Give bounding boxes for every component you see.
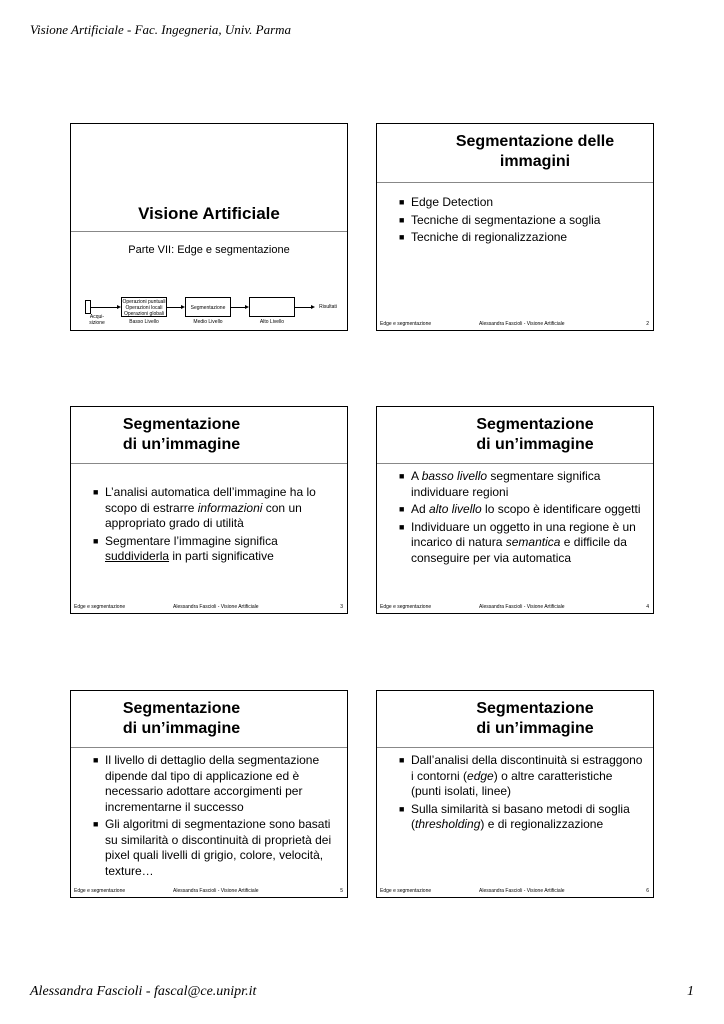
segmentation-box: Segmentazione [185,297,231,317]
list-item: ■ Tecniche di regionalizzazione [399,230,568,244]
page-header: Visione Artificiale - Fac. Ingegneria, Univ. Parma [30,22,292,37]
bullet-icon: ■ [93,755,99,765]
slide-title: Segmentazione delle immagini [455,133,615,170]
slide-4 [376,406,654,614]
list-item: ■ Il livello di dettaglio della segmentazione dipende dal tipo di applicazione ed è necessario adottare accorgimenti per incrementarne il successo [93,753,320,814]
bullet-icon: ■ [399,232,405,242]
bullet-list [93,753,339,881]
level-label: Medio Livello [193,319,223,325]
list-item: ■ Dall’analisi della discontinuità si estraggono i contorni (edge) o altre caratteristiche (punti isolati, linee) [399,753,643,798]
level-label: Basso Livello [129,319,159,325]
list-item: ■ Sulla similarità si basano metodi di soglia (thresholding) e di regionalizzazione [399,801,630,831]
bullet-list [399,753,645,835]
title-divider [377,463,653,464]
slide-3 [70,406,348,614]
bullet-list [399,195,647,248]
slide-title: Segmentazione di un’immagine [122,416,241,453]
results-label: Risultati [319,304,337,310]
bullet-icon: ■ [399,214,405,225]
bullet-icon: ■ [399,803,405,814]
slide-title: Visione Artificiale [138,204,280,223]
list-item: ■ L’analisi automatica dell’immagine ha lo scopo di estrarre informazioni con un appropriato grado di utilità [93,485,316,530]
slide-1 [70,123,348,331]
bullet-list [399,469,645,568]
slide-subtitle: Parte VII: Edge e segmentazione [128,244,290,256]
bullet-icon: ■ [93,819,99,829]
title-divider [377,747,653,748]
bullet-icon: ■ [399,521,405,532]
bullet-icon: ■ [93,535,99,546]
slide-6 [376,690,654,898]
page-footer-author: Alessandra Fascioli - fascal@ce.unipr.it [30,984,257,999]
slide-footer: Edge e segmentazione Alessandra Fascioli - Visione Artificiale 4 [380,604,649,610]
list-item: ■ Tecniche di segmentazione a soglia [399,212,601,227]
high-level-box [249,297,295,317]
bullet-icon: ■ [399,197,405,207]
low-level-box: Operazioni puntuali Operazioni locali Operazioni globali [122,299,166,317]
slide-title: Segmentazione di un’immagine [476,416,594,453]
list-item: ■ Segmentare l’immagine significa suddividerla in parti significative [93,533,278,563]
slide-footer: Edge e segmentazione Alessandra Fascioli - Visione Artificiale 2 [380,321,649,327]
level-label: Alto Livello [259,319,285,325]
title-divider [377,182,653,183]
slide-2 [376,123,654,331]
title-divider [71,231,347,232]
slide-footer: Edge e segmentazione Alessandra Fascioli - Visione Artificiale 5 [74,888,343,894]
bullet-icon: ■ [93,487,99,497]
connector [91,307,119,308]
bullet-icon: ■ [399,471,405,481]
bullet-icon: ■ [399,755,405,765]
title-divider [71,463,347,464]
list-item: ■ Individuare un oggetto in una regione è un incarico di natura semantica e difficile da conseguire per via automatica [399,519,636,565]
bullet-icon: ■ [399,504,405,514]
page-number: 1 [687,984,694,999]
slide-footer: Edge e segmentazione Alessandra Fascioli - Visione Artificiale 3 [74,604,343,610]
list-item: ■ Ad alto livello lo scopo è identificare oggetti [399,502,641,516]
list-item: ■ A basso livello segmentare significa individuare regioni [399,469,601,499]
acquisition-label: Acqui- sizione [89,314,105,326]
slide-title: Segmentazione di un’immagine [476,700,594,737]
list-item: ■ Gli algoritmi di segmentazione sono basati su similarità o discontinuità di proprietà dei pixel quali livelli di grigio, colore, velocità, texture… [93,817,332,878]
bullet-list [93,485,339,567]
list-item: ■ Edge Detection [399,195,494,209]
slide-footer: Edge e segmentazione Alessandra Fascioli - Visione Artificiale 6 [380,888,649,894]
title-divider [71,747,347,748]
slide-5 [70,690,348,898]
slide-title: Segmentazione di un’immagine [122,700,241,737]
